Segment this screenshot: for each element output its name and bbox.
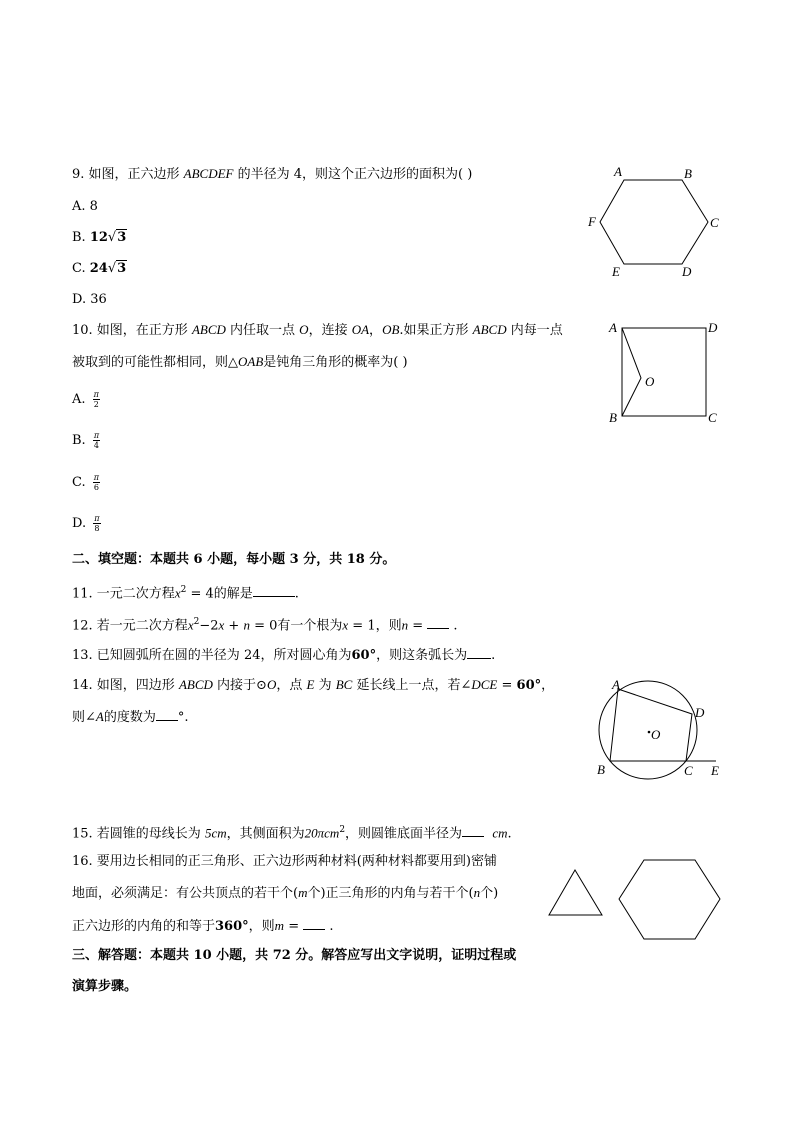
q9-stem: 9. 如图，正六边形 ABCDEF 的半径为 4，则这个正六边形的面积为( ) [72, 166, 473, 182]
q9-option-b: B. 12√3 [72, 230, 127, 245]
section3-heading-line1: 三、解答题：本题共 10 小题，共 72 分。解答应写出文字说明，证明过程或 [72, 948, 517, 963]
circle-label-a: A [612, 677, 620, 692]
quadrilateral-abcd [610, 689, 692, 761]
square-label-b: B [609, 410, 617, 425]
q10-option-a: A. $\frac{\pi}{2}$ [72, 390, 99, 409]
hexagon-figure [582, 160, 722, 285]
q16-line3: 正六边形的内角的和等于360°，则m = . [72, 918, 334, 934]
q10-stem-line2: 被取到的可能性都相同，则△OAB是钝角三角形的概率为( ) [72, 354, 408, 370]
q11: 11. 一元二次方程$x^2 = 4$的解是 . [72, 585, 299, 602]
q10-option-d: D. $\frac{\pi}{8}$ [72, 514, 100, 533]
hex-label-d: D [682, 264, 692, 279]
q10-option-c: C. $\frac{\pi}{6}$ [72, 473, 100, 492]
q10-stem-line1: 10. 如图，在正方形 ABCD 内任取一点 O，连接 OA，OB.如果正方形 ABCD 内每一点 [72, 322, 563, 338]
square-label-d: D [708, 320, 718, 335]
q14-answer-blank[interactable] [156, 708, 178, 721]
section3-heading-line2: 演算步骤。 [72, 979, 138, 994]
hexagon-tile-shape [619, 860, 720, 939]
q11-answer-blank[interactable] [253, 584, 295, 597]
hexagon-shape [600, 180, 708, 264]
circle-label-e: E [711, 763, 719, 778]
q15-answer-blank[interactable] [462, 824, 484, 837]
q16-answer-blank[interactable] [303, 917, 325, 930]
hex-label-f: F [588, 214, 596, 229]
q14-stem-line1: 14. 如图，四边形 ABCD 内接于⊙O，点 E 为 BC 延长线上一点，若∠DCE = 60°， [72, 677, 555, 693]
q16-line2: 地面，必须满足：有公共顶点的若干个(m个)正三角形的内角与若干个(n个) [72, 885, 499, 901]
q15: 15. 若圆锥的母线长为 5cm，其侧面积为20πcm$^2$，则圆锥底面半径为 cm. [72, 825, 512, 842]
q14-stem-line2: 则∠A的度数为 °. [72, 709, 189, 725]
q9-option-c: C. 24√3 [72, 261, 127, 276]
segments-oa-ob [622, 328, 641, 416]
section2-heading: 二、填空题：本题共 6 小题，每小题 3 分，共 18 分。 [72, 552, 396, 567]
circle-label-d: D [695, 705, 705, 720]
circle-label-o: O [651, 727, 661, 742]
center-dot [648, 731, 651, 734]
circle-quadrilateral-figure [590, 676, 730, 782]
hex-label-b: B [684, 166, 692, 181]
square-label-c: C [708, 410, 717, 425]
hex-label-e: E [612, 264, 620, 279]
hex-label-c: C [710, 215, 719, 230]
q16-line1: 16. 要用边长相同的正三角形、正六边形两种材料(两种材料都要用到)密铺 [72, 854, 497, 869]
q13: 13. 已知圆弧所在圆的半径为 24，所对圆心角为60°，则这条弧长为 . [72, 648, 496, 663]
square-shape [622, 328, 706, 416]
hex-label-a: A [614, 164, 622, 179]
square-label-o: O [645, 374, 655, 389]
triangle-hexagon-figure [545, 855, 725, 947]
triangle-shape [549, 870, 602, 915]
circle-label-b: B [597, 762, 605, 777]
q10-option-b: B. $\frac{\pi}{4}$ [72, 431, 100, 450]
square-label-a: A [609, 320, 617, 335]
q13-answer-blank[interactable] [467, 646, 491, 659]
q12: 12. 若一元二次方程$x^2-2x + n = 0$有一个根为x = 1，则n = . [72, 617, 458, 634]
q12-answer-blank[interactable] [427, 616, 449, 629]
q9-option-a: A. 8 [72, 199, 98, 214]
circle-label-c: C [684, 763, 693, 778]
q9-option-d: D. 36 [72, 292, 107, 307]
square-figure [604, 316, 729, 428]
